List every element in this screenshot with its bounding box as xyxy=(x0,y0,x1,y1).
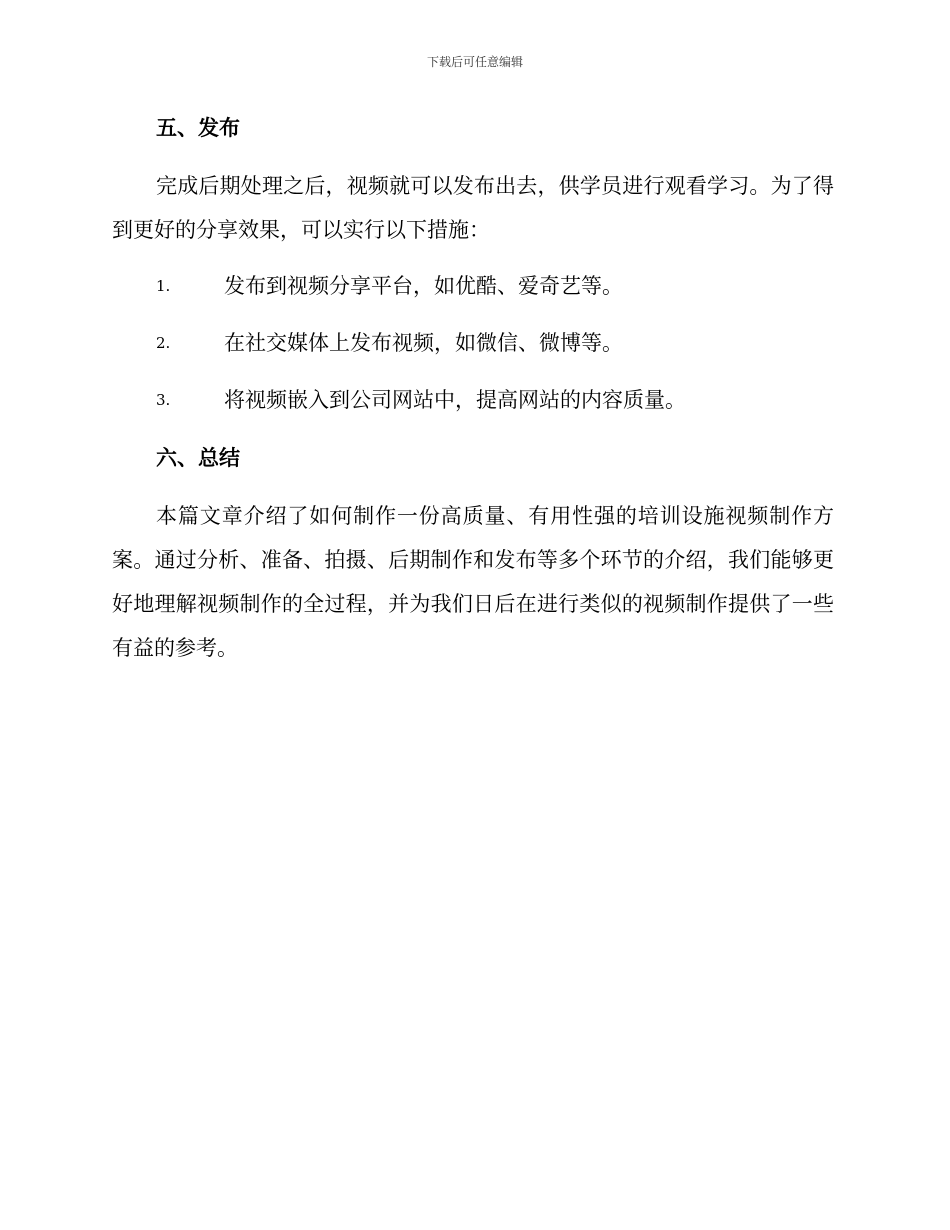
list-item-number: 3. xyxy=(156,391,171,409)
list-item-text: 将视频嵌入到公司网站中，提高网站的内容质量。 xyxy=(224,388,686,412)
section-heading-publish: 五、发布 xyxy=(156,116,240,140)
document-body xyxy=(112,112,834,670)
page-header: 下载后可任意编辑 xyxy=(426,55,523,69)
list-item-text: 发布到视频分享平台，如优酷、爱奇艺等。 xyxy=(224,274,623,298)
publish-measures-list xyxy=(112,270,834,441)
list-item-number: 1. xyxy=(156,277,171,295)
list-item-number: 2. xyxy=(156,334,171,352)
section-heading-summary: 六、总结 xyxy=(156,446,240,470)
list-item xyxy=(112,270,834,327)
publish-intro-paragraph: 完成后期处理之后，视频就可以发布出去，供学员进行观看学习。为了得到更好的分享效果，可以实行以下措施： xyxy=(112,174,834,242)
summary-paragraph: 本篇文章介绍了如何制作一份高质量、有用性强的培训设施视频制作方案。通过分析、准备、拍摄、后期制作和发布等多个环节的介绍，我们能够更好地理解视频制作的全过程，并为我们日后在进行类似的视频制作提供了一些有益的参考。 xyxy=(112,504,834,660)
list-item-text: 在社交媒体上发布视频，如微信、微博等。 xyxy=(224,331,623,355)
list-item xyxy=(112,327,834,384)
list-item xyxy=(112,384,834,441)
